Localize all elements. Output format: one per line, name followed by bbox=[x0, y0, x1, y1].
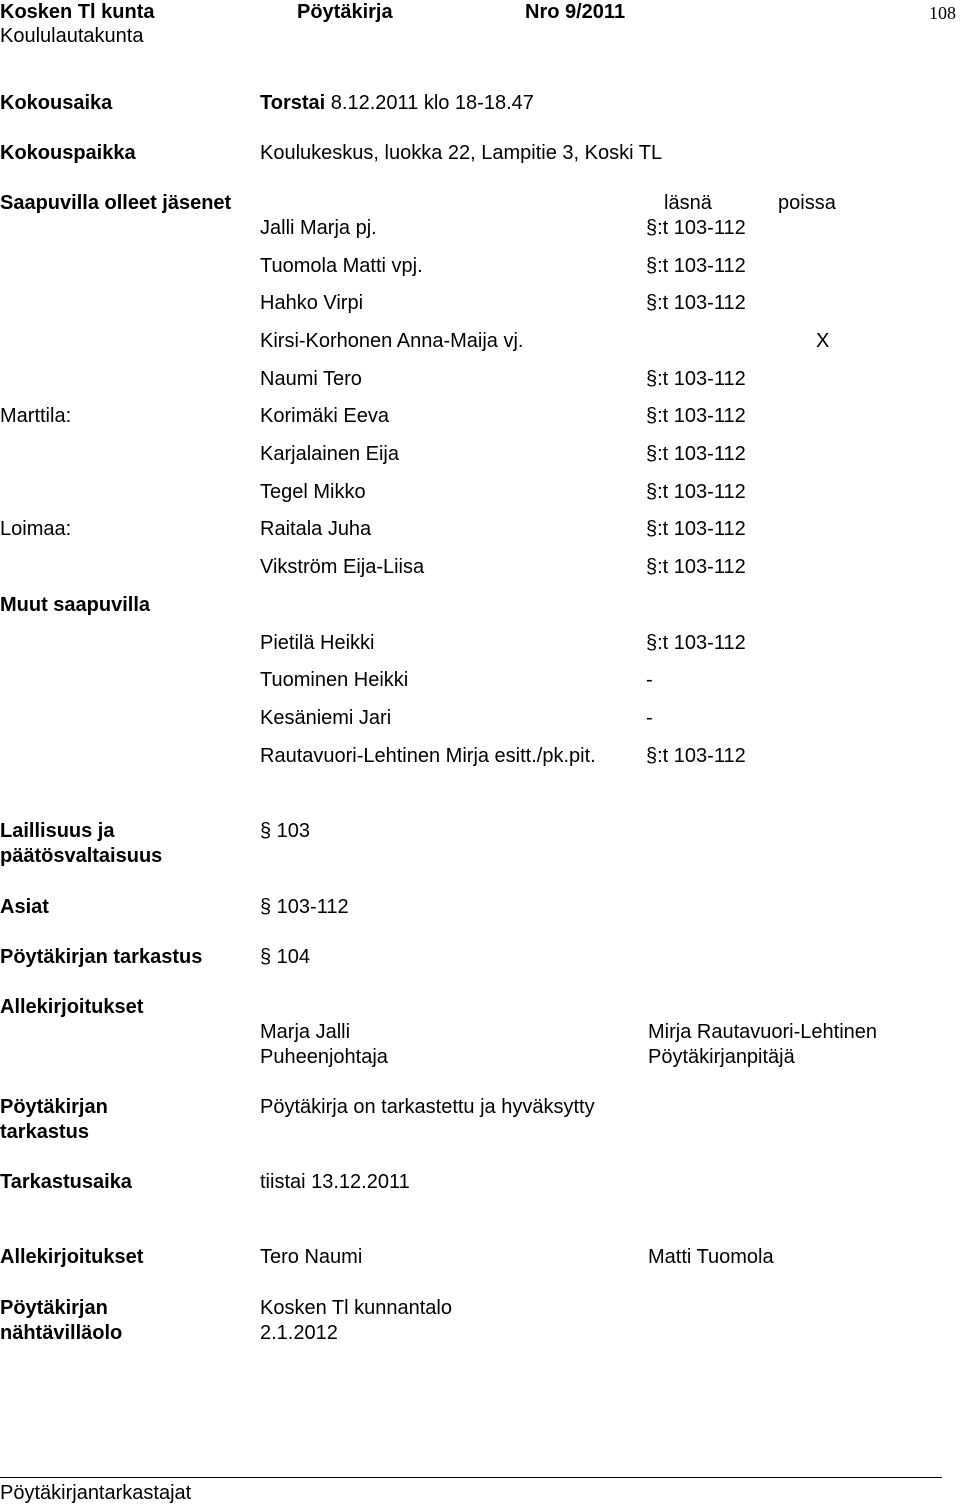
member-present: §:t 103-112 bbox=[646, 217, 746, 239]
attendance-heading: Saapuvilla olleet jäsenet bbox=[0, 192, 232, 214]
meeting-time-label: Kokousaika bbox=[0, 92, 113, 114]
signatures-label: Allekirjoitukset bbox=[0, 996, 144, 1018]
legality-label-1: Laillisuus ja bbox=[0, 820, 115, 842]
member-name: Korimäki Eeva bbox=[260, 405, 389, 427]
review-status-label-1: Pöytäkirjan bbox=[0, 1096, 108, 1118]
secretary-title: Pöytäkirjanpitäjä bbox=[648, 1046, 795, 1068]
footer-rule bbox=[0, 1477, 942, 1478]
member-name: Karjalainen Eija bbox=[260, 443, 399, 465]
member-present: §:t 103-112 bbox=[646, 556, 746, 578]
group-label: Marttila: bbox=[0, 405, 72, 427]
footer-text: Pöytäkirjantarkastajat bbox=[0, 1482, 192, 1504]
member-name: Jalli Marja pj. bbox=[260, 217, 377, 239]
display-label-1: Pöytäkirjan bbox=[0, 1297, 108, 1319]
chair-name: Marja Jalli bbox=[260, 1021, 351, 1043]
member-name: Vikström Eija-Liisa bbox=[260, 556, 425, 578]
member-name: Tegel Mikko bbox=[260, 481, 366, 503]
review-time-label: Tarkastusaika bbox=[0, 1171, 132, 1193]
header-number: Nro 9/2011 bbox=[525, 1, 626, 23]
header-body: Koululautakunta bbox=[0, 25, 144, 47]
other-name: Pietilä Heikki bbox=[260, 632, 375, 654]
member-present: §:t 103-112 bbox=[646, 255, 746, 277]
other-name: Tuominen Heikki bbox=[260, 669, 409, 691]
review-status-value: Pöytäkirja on tarkastettu ja hyväksytty bbox=[260, 1096, 595, 1118]
absent-header: poissa bbox=[778, 192, 836, 214]
header-org: Kosken Tl kunta bbox=[0, 1, 155, 23]
display-label-2: nähtävilläolo bbox=[0, 1322, 123, 1344]
review-status-label-2: tarkastus bbox=[0, 1121, 89, 1143]
member-present: §:t 103-112 bbox=[646, 443, 746, 465]
member-name: Tuomola Matti vpj. bbox=[260, 255, 423, 277]
other-present: §:t 103-112 bbox=[646, 632, 746, 654]
review-label: Pöytäkirjan tarkastus bbox=[0, 946, 203, 968]
chair-title: Puheenjohtaja bbox=[260, 1046, 388, 1068]
header-doc-type: Pöytäkirja bbox=[297, 1, 393, 23]
meeting-place: Koulukeskus, luokka 22, Lampitie 3, Koski TL bbox=[260, 142, 663, 164]
group-label: Loimaa: bbox=[0, 518, 72, 540]
display-place: Kosken Tl kunnantalo bbox=[260, 1297, 452, 1319]
member-present: §:t 103-112 bbox=[646, 292, 746, 314]
matters-value: § 103-112 bbox=[260, 896, 349, 918]
secretary-name: Mirja Rautavuori-Lehtinen bbox=[648, 1021, 878, 1043]
other-present: - bbox=[646, 669, 653, 691]
member-name: Kirsi-Korhonen Anna-Maija vj. bbox=[260, 330, 524, 352]
other-name: Kesäniemi Jari bbox=[260, 707, 392, 729]
meeting-time-value: 8.12.2011 klo 18-18.47 bbox=[330, 92, 534, 114]
page-number: 108 bbox=[929, 3, 956, 23]
member-present: §:t 103-112 bbox=[646, 481, 746, 503]
review-value: § 104 bbox=[260, 946, 311, 968]
display-date: 2.1.2012 bbox=[260, 1322, 338, 1344]
member-present: §:t 103-112 bbox=[646, 368, 746, 390]
member-present: §:t 103-112 bbox=[646, 405, 746, 427]
other-present: - bbox=[646, 707, 653, 729]
present-header: läsnä bbox=[664, 192, 712, 214]
reviewer-name-1: Tero Naumi bbox=[260, 1246, 363, 1268]
meeting-day: Torstai bbox=[260, 92, 326, 114]
other-present: §:t 103-112 bbox=[646, 745, 746, 767]
member-absent: X bbox=[816, 330, 830, 352]
meeting-place-label: Kokouspaikka bbox=[0, 142, 136, 164]
matters-label: Asiat bbox=[0, 896, 49, 918]
member-name: Raitala Juha bbox=[260, 518, 372, 540]
others-heading: Muut saapuvilla bbox=[0, 594, 151, 616]
reviewer-signatures-label: Allekirjoitukset bbox=[0, 1246, 144, 1268]
member-name: Hahko Virpi bbox=[260, 292, 364, 314]
legality-value: § 103 bbox=[260, 820, 311, 842]
member-name: Naumi Tero bbox=[260, 368, 362, 390]
reviewer-name-2: Matti Tuomola bbox=[648, 1246, 774, 1268]
member-present: §:t 103-112 bbox=[646, 518, 746, 540]
review-time-value: tiistai 13.12.2011 bbox=[260, 1171, 410, 1193]
meeting-time bbox=[260, 91, 534, 115]
other-name: Rautavuori-Lehtinen Mirja esitt./pk.pit. bbox=[260, 745, 596, 767]
legality-label-2: päätösvaltaisuus bbox=[0, 845, 163, 867]
